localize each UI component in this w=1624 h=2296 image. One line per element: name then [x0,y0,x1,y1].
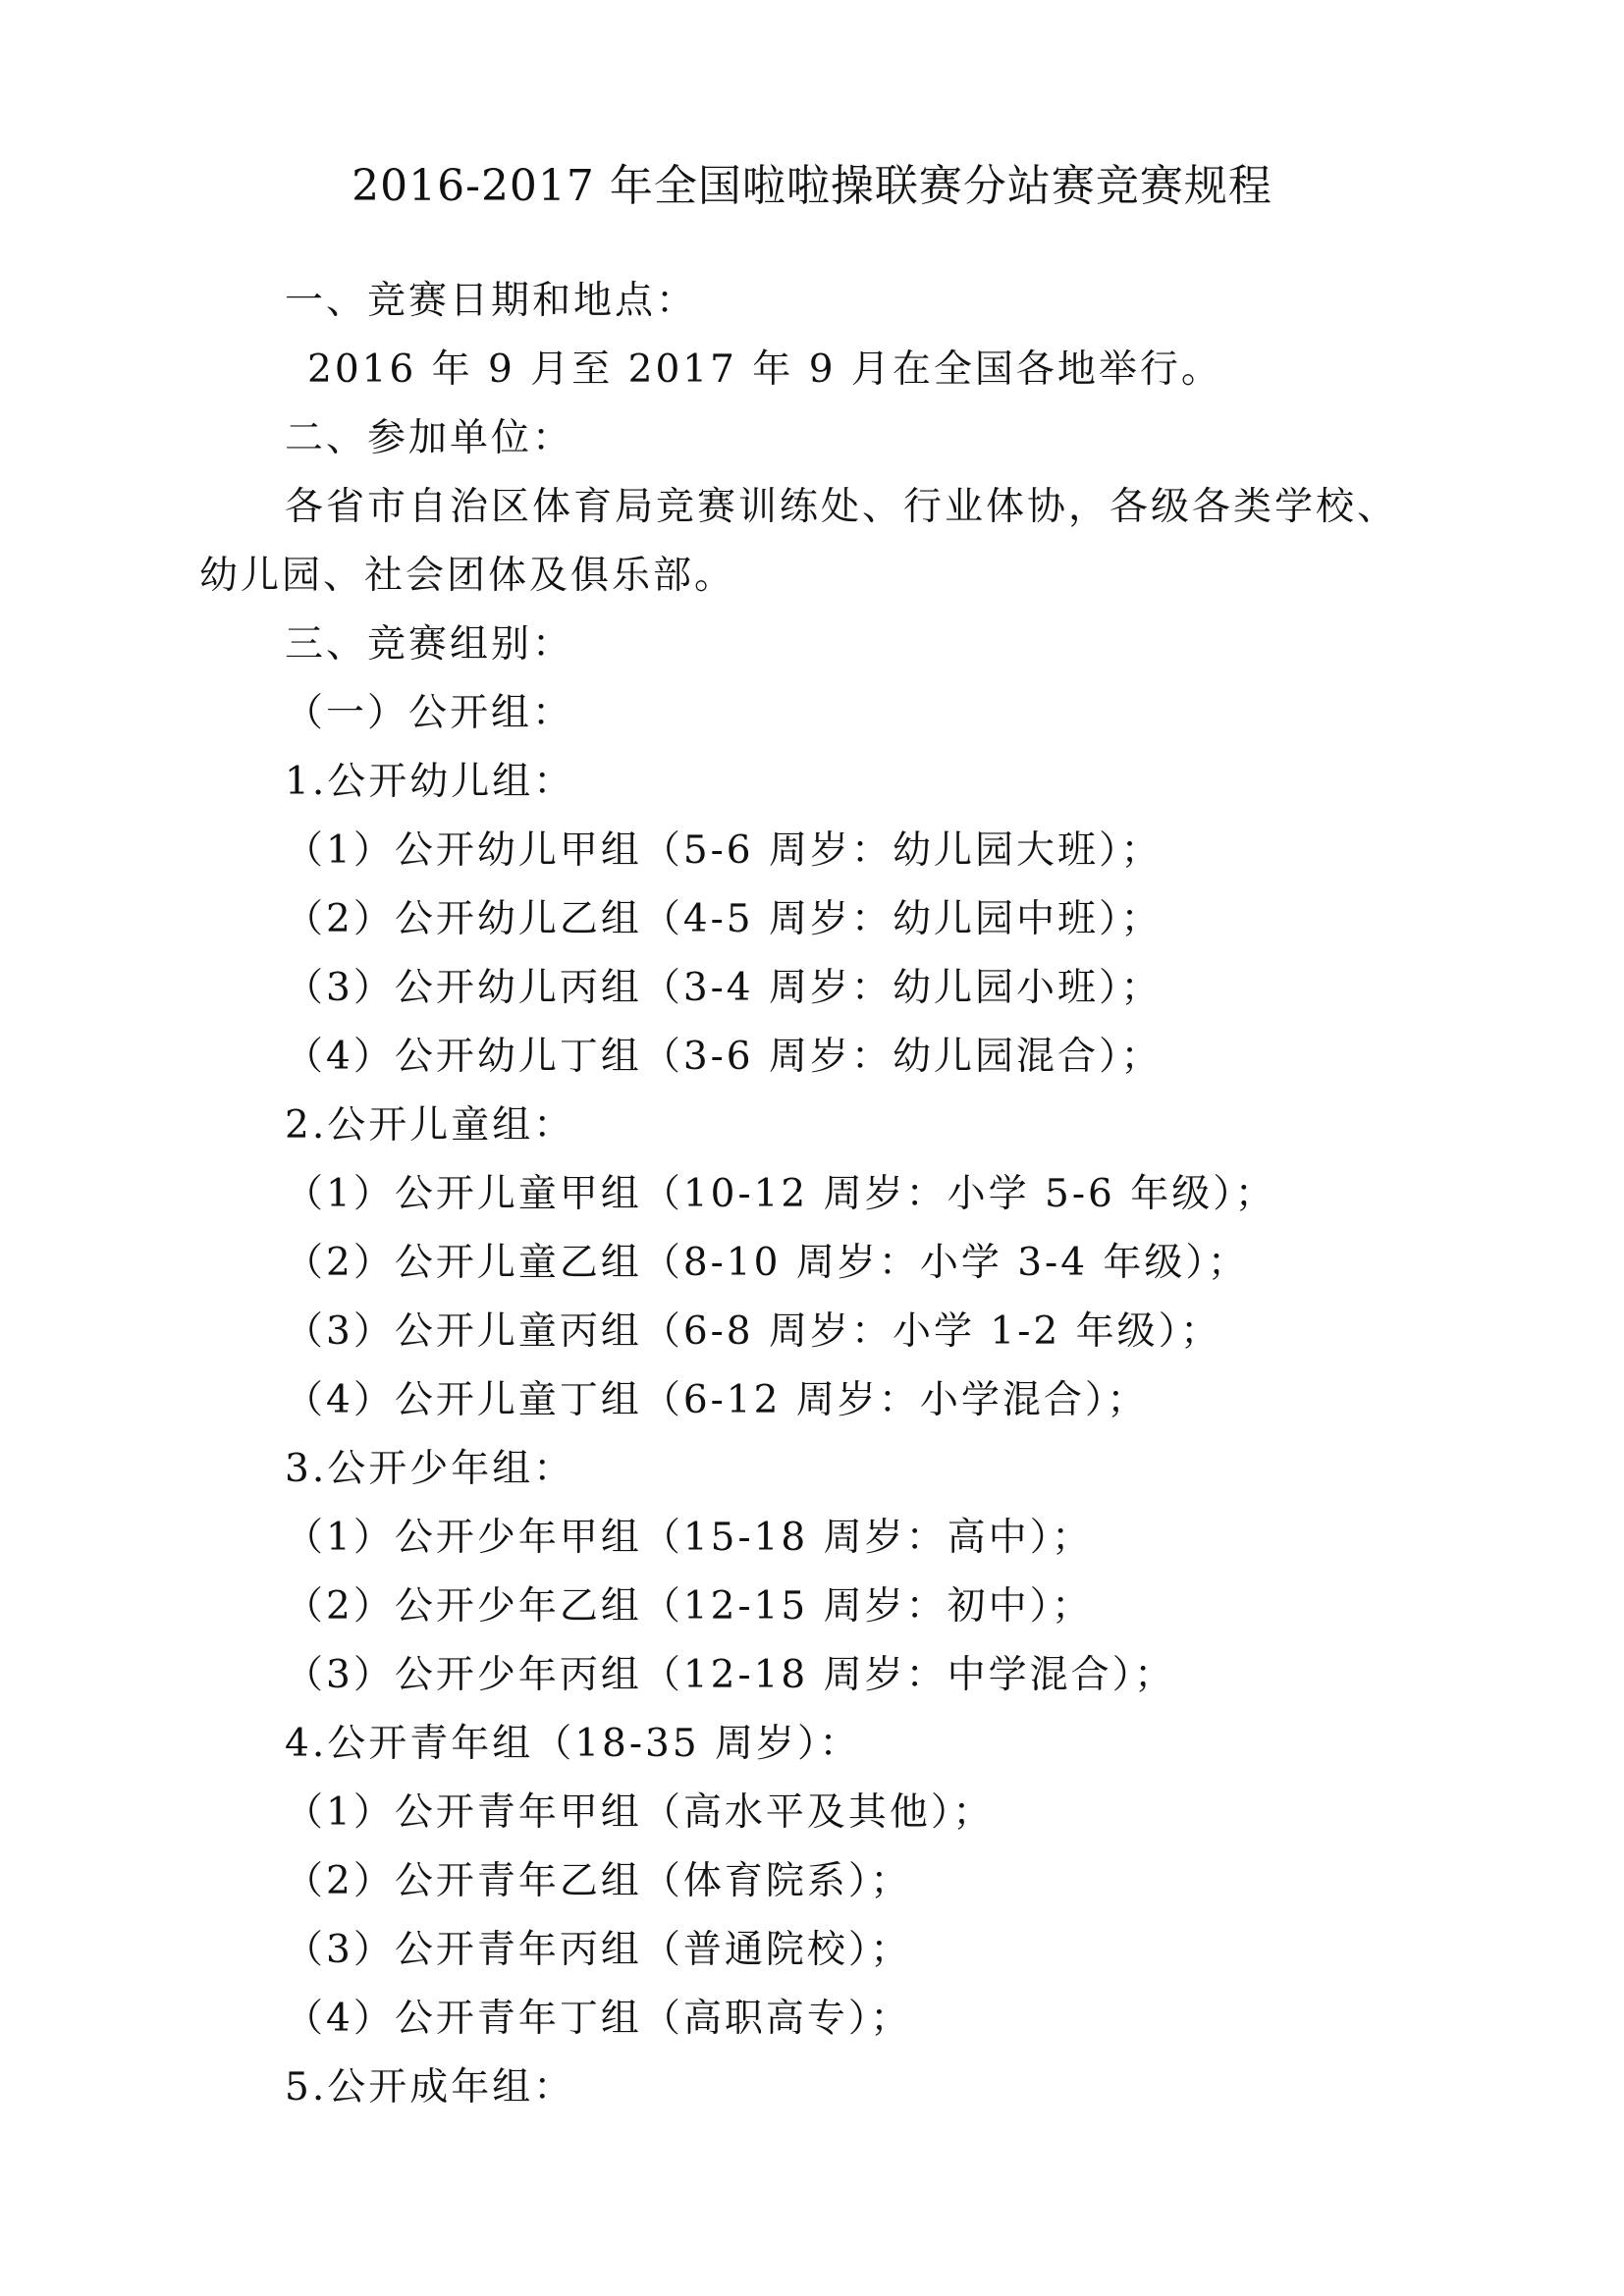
list-item: （3）公开幼儿丙组（3-4 周岁：幼儿园小班）； [285,966,1163,1010]
document-title: 2016-2017 年全国啦啦操联赛分站赛竞赛规程 [352,161,1272,211]
section-heading: 二、参加单位： [285,416,574,460]
list-item: （2）公开儿童乙组（8-10 周岁：小学 3-4 年级）； [285,1241,1249,1285]
list-item: （3）公开少年丙组（12-18 周岁：中学混合）； [285,1653,1176,1697]
list-item: （4）公开儿童丁组（6-12 周岁：小学混合）； [285,1378,1149,1422]
list-item: （3）公开青年丙组（普通院校）； [285,1928,912,1972]
group-heading: 1.公开幼儿组： [285,760,575,804]
list-item: （2）公开少年乙组（12-15 周岁：初中）； [285,1584,1094,1629]
list-item: （2）公开幼儿乙组（4-5 周岁：幼儿园中班）； [285,897,1163,941]
paragraph-line: 各省市自治区体育局竞赛训练处、行业体协，各级各类学校、 [285,485,1399,529]
section-heading: 三、竞赛组别： [285,622,574,667]
group-heading: 2.公开儿童组： [285,1103,575,1148]
list-item: （1）公开少年甲组（15-18 周岁：高中）； [285,1516,1094,1560]
subsection-heading: （一）公开组： [285,691,574,735]
list-item: （4）公开青年丁组（高职高专）； [285,1997,912,2041]
list-item: （2）公开青年乙组（体育院系）； [285,1859,912,1903]
section-heading: 一、竞赛日期和地点： [285,279,698,323]
group-heading: 4.公开青年组（18-35 周岁）： [285,1722,861,1766]
list-item: （1）公开青年甲组（高水平及其他）； [285,1790,995,1835]
list-item: （3）公开儿童丙组（6-8 周岁：小学 1-2 年级）； [285,1309,1222,1354]
paragraph-line: 2016 年 9 月至 2017 年 9 月在全国各地举行。 [307,347,1222,392]
list-item: （1）公开儿童甲组（10-12 周岁：小学 5-6 年级）； [285,1172,1276,1216]
paragraph-line: 幼儿园、社会团体及俱乐部。 [199,554,736,598]
list-item: （4）公开幼儿丁组（3-6 周岁：幼儿园混合）； [285,1035,1163,1079]
list-item: （1）公开幼儿甲组（5-6 周岁：幼儿园大班）； [285,828,1163,873]
group-heading: 3.公开少年组： [285,1447,575,1491]
group-heading: 5.公开成年组： [285,2065,575,2109]
